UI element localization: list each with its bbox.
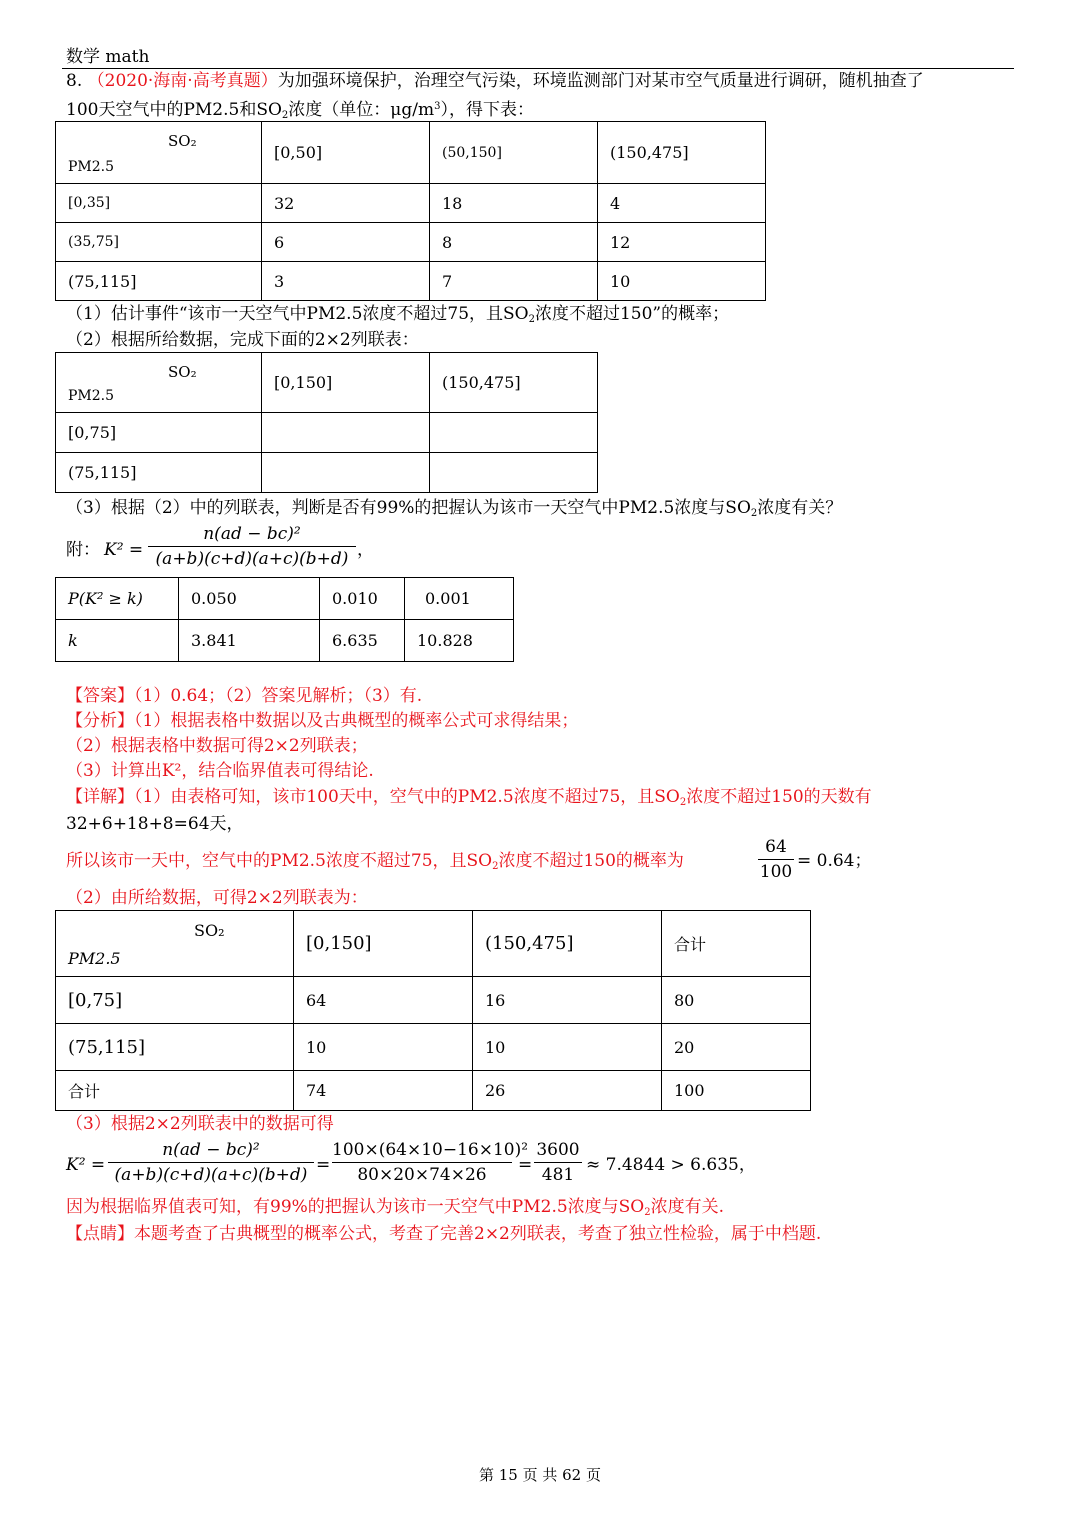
table-2x2-blank [55, 352, 598, 493]
table-so2-pm25-data [55, 121, 766, 301]
part1-text-b: 浓度不超过150”的概率； [534, 304, 730, 324]
appendix-line [66, 539, 143, 561]
table-cell [262, 453, 430, 493]
conclusion-text-a: 因为根据临界值表可知，有99%的把握认为该市一天空气中PM2.5浓度与SO [66, 1197, 645, 1217]
calc-tail: ≈ 7.4844 > 6.635， [586, 1155, 756, 1175]
probability-result [797, 850, 872, 872]
calc-lhs-text: K² = [66, 1155, 106, 1175]
row-label: (35,75] [56, 223, 262, 262]
question-part3: （3）根据（2）中的列联表，判断是否有99%的把握认为该市一天空气中PM2.5浓度与$SO_2$浓度有关？ [66, 498, 843, 519]
table-row [56, 977, 811, 1024]
question-intro-text: 为加强环境保护，治理空气污染，环境监测部门对某市空气质量进行调研，随机抽查了 [277, 71, 924, 91]
row-label: 合计 [56, 1071, 294, 1111]
row-label [56, 620, 179, 662]
table-row [56, 453, 598, 493]
formula-lhs: K² = [104, 540, 144, 560]
row-label: (75,115] [56, 453, 262, 493]
detail-line-2: 32+6+18+8=64天， [66, 814, 244, 834]
table-header: [0,50] [262, 122, 430, 184]
table-header: [0,150] [294, 911, 473, 977]
detail3-text-a: 所以该市一天中，空气中的PM2.5浓度不超过75，且SO [66, 851, 493, 871]
calc-fraction-1 [108, 1140, 314, 1185]
table-cell: 6 [262, 223, 430, 262]
table-cell: 20 [662, 1024, 811, 1071]
table-cell: 7 [430, 262, 598, 301]
table-header: (150,475] [473, 911, 662, 977]
table-row [56, 262, 766, 301]
row-label-text: k [68, 631, 78, 650]
table-cell: 16 [473, 977, 662, 1024]
calc-fraction-3 [534, 1140, 582, 1185]
row-label: (75,115] [56, 262, 262, 301]
formula-tail: ， [357, 540, 374, 560]
table-cell: 6.635 [320, 620, 405, 662]
intro-text-a: 100天空气中的PM2.5和SO [66, 100, 282, 120]
question-part1: （1）估计事件“该市一天空气中PM2.5浓度不超过75，且$SO_2$浓度不超过150”的概率； [66, 304, 730, 325]
detail-text-a: 【详解】（1）由表格可知，该市100天中，空气中的PM2.5浓度不超过75，且SO [66, 787, 680, 807]
row-label: [0,75] [56, 977, 294, 1024]
table-header: 合计 [662, 911, 811, 977]
prob-tail: = 0.64； [797, 851, 872, 871]
comment-line: 【点睛】本题考查了古典概型的概率公式，考查了完善2×2列联表，考查了独立性检验，属于中档题. [66, 1224, 822, 1244]
table-cell [262, 413, 430, 453]
table-header: (150,475] [598, 122, 766, 184]
table-cell: 100 [662, 1071, 811, 1111]
fraction-bar [758, 859, 794, 860]
part1-text-a: （1）估计事件“该市一天空气中PM2.5浓度不超过75，且SO [66, 304, 529, 324]
table-cell [430, 453, 598, 493]
table-row [56, 223, 766, 262]
corner-pm25-label: PM2.5 [68, 159, 115, 175]
formula-fraction [148, 524, 356, 569]
calc-lhs [66, 1154, 105, 1176]
calc-f2-numerator: 100×(64×10−16×10)² [332, 1140, 529, 1160]
calc-fraction-2 [332, 1140, 529, 1185]
table-cell: 3.841 [179, 620, 320, 662]
calc-eq-2: = [518, 1155, 533, 1175]
question-part2: （2）根据所给数据，完成下面的2×2列联表： [66, 330, 419, 350]
table-cell: 10.828 [405, 620, 514, 662]
table-cell: 0.010 [320, 578, 405, 620]
formula-numerator: n(ad − bc)² [203, 524, 301, 544]
calc-f2-denominator: 80×20×74×26 [357, 1165, 487, 1185]
table-row [56, 1071, 811, 1111]
corner-so2-label: SO₂ [168, 363, 197, 381]
table-row [56, 578, 514, 620]
table-row [56, 184, 766, 223]
analysis-line-3: （3）计算出K²，结合临界值表可得结论. [66, 761, 374, 781]
question-number: 8. [66, 71, 83, 91]
table-cell: 8 [430, 223, 598, 262]
formula-denominator: (a+b)(c+d)(a+c)(b+d) [155, 549, 349, 569]
prob-denominator: 100 [759, 862, 793, 882]
intro-text-b: 浓度（单位：μg/m [288, 100, 435, 120]
table-cell: 64 [294, 977, 473, 1024]
calc-f3-denominator: 481 [541, 1165, 575, 1185]
table-cell [430, 413, 598, 453]
table-cell: 10 [473, 1024, 662, 1071]
table-row [56, 620, 514, 662]
table-cell: 18 [430, 184, 598, 223]
detail3-text-b: 浓度不超过150的概率为 [498, 851, 684, 871]
table-cell: 0.001 [405, 578, 514, 620]
table-corner-cell [56, 353, 262, 413]
header-title: 数学 math [66, 47, 150, 67]
fraction-bar [148, 546, 356, 547]
detail-line-3: 所以该市一天中，空气中的PM2.5浓度不超过75，且$SO_2$浓度不超过150的概率为 [66, 851, 684, 872]
table-cell: 3 [262, 262, 430, 301]
calc-f1-denominator: (a+b)(c+d)(a+c)(b+d) [114, 1165, 308, 1185]
fraction-bar [332, 1162, 512, 1163]
table-cell: 12 [598, 223, 766, 262]
row-label: [0,35] [56, 184, 262, 223]
table-cell: 0.050 [179, 578, 320, 620]
table-header: (150,475] [430, 353, 598, 413]
analysis-line-2: （2）根据表格中数据可得2×2列联表； [66, 736, 368, 756]
analysis-line-1: 【分析】（1）根据表格中数据以及古典概型的概率公式可求得结果； [66, 711, 579, 731]
question-intro-line1 [66, 70, 924, 92]
table-cell: 74 [294, 1071, 473, 1111]
row-label-text: P(K² ≥ k) [68, 589, 143, 608]
corner-pm25-label: PM2.5 [68, 949, 121, 968]
table-2x2-completed [55, 910, 811, 1111]
detail-text-b: 浓度不超过150的天数有 [686, 787, 872, 807]
row-label: (75,115] [56, 1024, 294, 1071]
table-cell: 26 [473, 1071, 662, 1111]
corner-so2-label: SO₂ [194, 921, 225, 940]
table-header: [0,150] [262, 353, 430, 413]
table-critical-values [55, 577, 514, 662]
answer-line: 【答案】（1）0.64；（2）答案见解析；（3）有. [66, 686, 423, 706]
probability-fraction [758, 837, 794, 882]
row-label [56, 578, 179, 620]
corner-pm25-label: PM2.5 [68, 388, 115, 404]
appendix-label: 附： [66, 540, 100, 560]
question-intro-line2: 100天空气中的PM2.5和$SO_2$浓度（单位：$\mu g/m^3$），得下表： [66, 100, 534, 121]
corner-so2-label: SO₂ [168, 132, 197, 150]
row-label: [0,75] [56, 413, 262, 453]
conclusion-line: 因为根据临界值表可知，有99%的把握认为该市一天空气中PM2.5浓度与$SO_2$浓度有关. [66, 1197, 725, 1218]
table-row [56, 1024, 811, 1071]
fraction-bar [534, 1162, 582, 1163]
prob-numerator: 64 [765, 837, 787, 857]
intro-text-c: ），得下表： [440, 100, 534, 120]
detail-line-1: 【详解】（1）由表格可知，该市100天中，空气中的PM2.5浓度不超过75，且$SO_2$浓度不超过150的天数有 [66, 787, 872, 808]
part3-text-a: （3）根据（2）中的列联表，判断是否有99%的把握认为该市一天空气中PM2.5浓度与SO [66, 498, 751, 518]
table-cell: 4 [598, 184, 766, 223]
fraction-bar [108, 1162, 314, 1163]
page-footer: 第 15 页 共 62 页 [478, 1466, 601, 1484]
calc-eq-1: = [316, 1155, 331, 1175]
conclusion-text-b: 浓度有关. [650, 1197, 725, 1217]
detail-line-4: （2）由所给数据，可得2×2列联表为： [66, 888, 368, 908]
table-cell: 10 [598, 262, 766, 301]
calc-f3-numerator: 3600 [536, 1140, 580, 1160]
table-corner-cell [56, 911, 294, 977]
table-cell: 10 [294, 1024, 473, 1071]
header-rule [62, 68, 1014, 69]
table-cell: 80 [662, 977, 811, 1024]
calc-f1-numerator: n(ad − bc)² [162, 1140, 260, 1160]
question-source: （2020·海南·高考真题） [87, 71, 278, 91]
table-cell: 32 [262, 184, 430, 223]
part3-text-b: 浓度有关？ [757, 498, 843, 518]
table-row [56, 413, 598, 453]
detail-line-5: （3）根据2×2列联表中的数据可得 [66, 1114, 334, 1134]
table-corner-cell [56, 122, 262, 184]
table-header: (50,150] [430, 122, 598, 184]
